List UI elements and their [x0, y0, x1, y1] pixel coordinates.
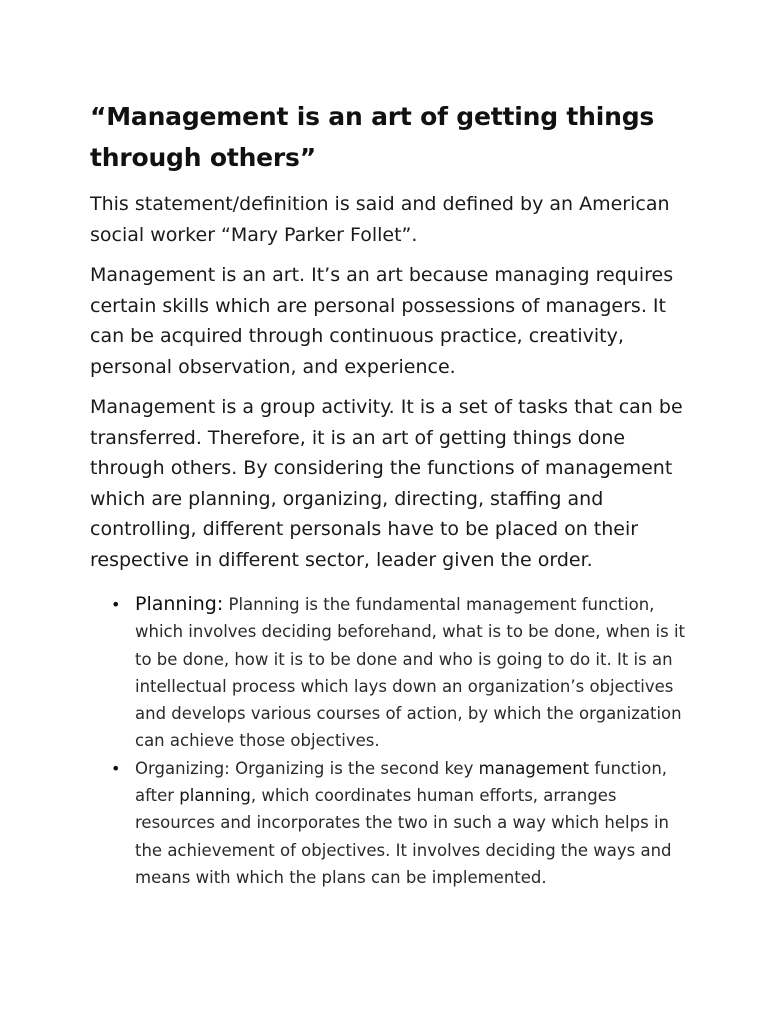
bullet-icon: • [111, 595, 121, 614]
list-item-organizing [90, 755, 690, 891]
planning-description: Planning is the fundamental management function, which involves deciding beforehand, what is to be done, when is it to be done, how it is to be done and who is going to do it. It is an intellectual process which lays down an organization’s objectives and develops various courses of action, by which the organization can achieve those objectives. [135, 595, 685, 751]
organizing-text-part3: , which coordinates human efforts, arranges resources and incorporates the two in such a way which helps in the achievement of objectives. It involves deciding the ways and means with which the plans can be implemented. [135, 786, 672, 887]
document-page [90, 96, 690, 891]
paragraph-group-activity: Management is a group activity. It is a set of tasks that can be transferred. Therefore, it is an art of getting things done through others. By considering the functions of management which are planning, organizing, directing, staffing and controlling, different personals have to be placed on their respective in different sector, leader given the order. [90, 396, 683, 571]
organizing-text-part2: function, after [135, 758, 668, 806]
functions-list [90, 591, 690, 891]
management-link-text: management [478, 758, 590, 778]
paragraph-definition: This statement/definition is said and defined by an American social worker “Mary Parker Follet”. [90, 193, 670, 246]
list-item-planning [90, 591, 690, 755]
planning-heading: Planning: [135, 593, 224, 615]
paragraph-art: Management is an art. It’s an art because managing requires certain skills which are personal possessions of managers. It can be acquired through continuous practice, creativity, personal observation, and experience. [90, 264, 674, 378]
planning-link-text: planning [179, 786, 251, 806]
bullet-icon: • [111, 758, 121, 778]
document-title: “Management is an art of getting things through others” [90, 102, 655, 172]
organizing-text-part1: Organizing: Organizing is the second key [135, 758, 479, 778]
